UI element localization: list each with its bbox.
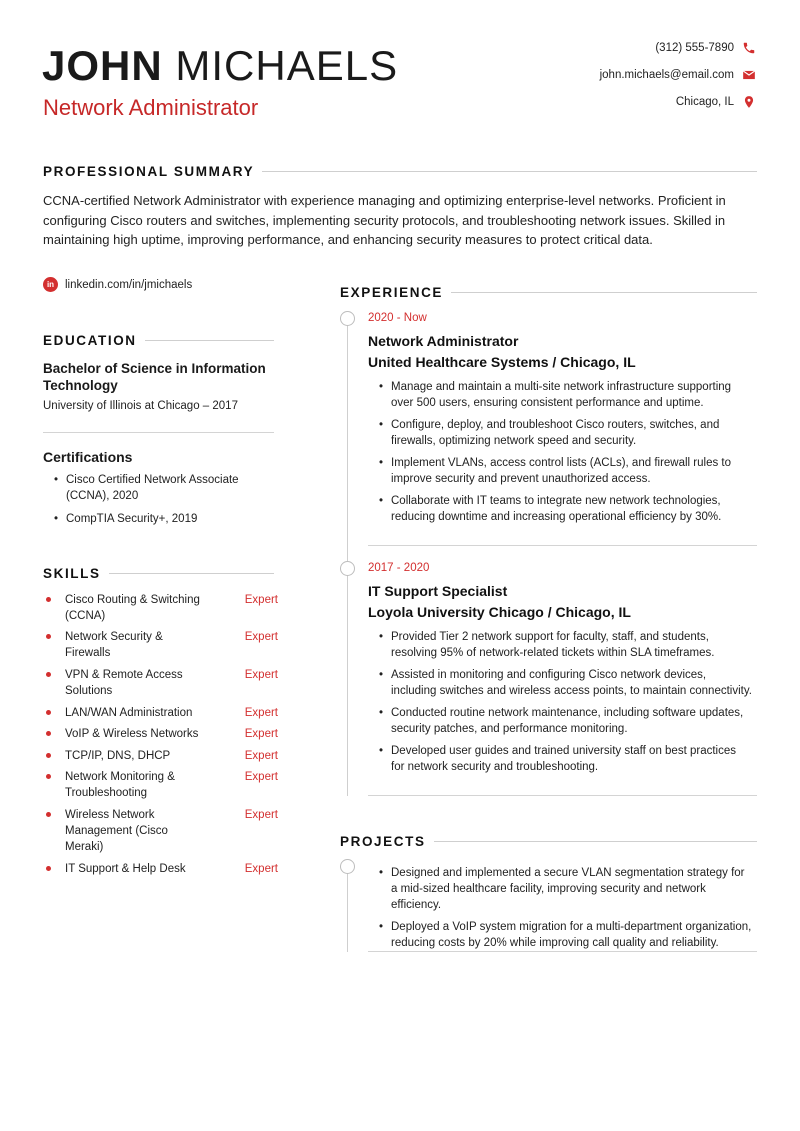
divider bbox=[368, 545, 757, 546]
experience-heading-label: EXPERIENCE bbox=[340, 285, 444, 300]
skill-item bbox=[43, 769, 278, 801]
linkedin-url[interactable]: linkedin.com/in/jmichaels bbox=[65, 278, 193, 291]
contact-email bbox=[600, 68, 756, 82]
job-bullet: • Provided Tier 2 network support for faculty, staff, and students, resolving 95% of network-related tickets within SLA timeframes. bbox=[377, 629, 752, 661]
skill-name: LAN/WAN Administration bbox=[65, 707, 193, 719]
skill-level: Expert bbox=[244, 771, 278, 783]
linkedin-icon: in bbox=[43, 277, 58, 292]
email-text: john.michaels@email.com bbox=[599, 69, 734, 81]
skill-name: Network Security & Firewalls bbox=[65, 631, 163, 659]
contact-phone bbox=[655, 41, 756, 55]
contact-location bbox=[676, 95, 756, 109]
bullet-dot bbox=[46, 672, 51, 677]
skill-name: IT Support & Help Desk bbox=[65, 863, 186, 875]
phone-icon bbox=[742, 41, 756, 55]
skill-level: Expert bbox=[244, 750, 278, 762]
phone-text: (312) 555-7890 bbox=[655, 42, 734, 54]
projects-heading bbox=[340, 834, 757, 849]
divider bbox=[368, 951, 757, 952]
certifications-list bbox=[52, 472, 262, 527]
skill-name: Wireless Network Management (Cisco Meraki) bbox=[65, 809, 168, 853]
skill-name: TCP/IP, DNS, DHCP bbox=[65, 750, 171, 762]
timeline-marker bbox=[340, 311, 355, 326]
skill-item bbox=[43, 629, 278, 661]
skill-item bbox=[43, 807, 278, 855]
last-name: MICHAELS bbox=[175, 42, 399, 89]
summary-heading-label: PROFESSIONAL SUMMARY bbox=[43, 164, 255, 179]
experience-heading bbox=[340, 285, 757, 300]
location-pin-icon bbox=[742, 95, 756, 109]
job-bullet: • Collaborate with IT teams to integrate new network technologies, reducing downtime and increasing operational efficiency by 30%. bbox=[377, 493, 752, 525]
divider bbox=[262, 171, 757, 172]
divider bbox=[145, 340, 274, 341]
timeline-marker bbox=[340, 859, 355, 874]
skill-level: Expert bbox=[244, 728, 278, 740]
bullet-dot bbox=[46, 731, 51, 736]
skill-name: VPN & Remote Access Solutions bbox=[65, 669, 183, 697]
certification-item: • CompTIA Security+, 2019 bbox=[52, 511, 262, 527]
skill-name: VoIP & Wireless Networks bbox=[65, 728, 199, 740]
skill-level: Expert bbox=[244, 863, 278, 875]
job-bullet: • Conducted routine network maintenance, including software updates, security patches, and performance monitoring. bbox=[377, 705, 752, 737]
job-dates: 2017 - 2020 bbox=[368, 562, 430, 574]
timeline-line bbox=[347, 866, 348, 952]
skill-item bbox=[43, 726, 278, 742]
bullet-dot bbox=[46, 866, 51, 871]
certification-item: • Cisco Certified Network Associate (CCNA), 2020 bbox=[52, 472, 262, 504]
bullet-dot bbox=[46, 710, 51, 715]
skills-heading bbox=[43, 566, 274, 581]
job-organization: Loyola University Chicago / Chicago, IL bbox=[368, 604, 631, 620]
timeline-line bbox=[347, 318, 348, 796]
skill-item bbox=[43, 705, 278, 721]
skill-name: Cisco Routing & Switching (CCNA) bbox=[65, 594, 200, 622]
divider bbox=[451, 292, 757, 293]
degree: Bachelor of Science in Information Technology bbox=[43, 361, 266, 393]
skill-name: Network Monitoring & Troubleshooting bbox=[65, 771, 175, 799]
projects-heading-label: PROJECTS bbox=[340, 834, 426, 849]
job-bullet: • Developed user guides and trained university staff on best practices for network security and troubleshooting. bbox=[377, 743, 752, 775]
linkedin-link[interactable] bbox=[43, 277, 192, 292]
email-icon bbox=[742, 68, 756, 82]
job-bullets bbox=[377, 629, 752, 781]
job-dates: 2020 - Now bbox=[368, 312, 427, 324]
divider bbox=[43, 432, 274, 433]
skills-heading-label: SKILLS bbox=[43, 566, 101, 581]
project-bullets bbox=[377, 865, 752, 957]
skill-item bbox=[43, 667, 278, 699]
bullet-dot bbox=[46, 774, 51, 779]
job-bullet: • Configure, deploy, and troubleshoot Cisco routers, switches, and firewalls, optimizing network speed and security. bbox=[377, 417, 752, 449]
job-bullets bbox=[377, 379, 752, 531]
job-organization: United Healthcare Systems / Chicago, IL bbox=[368, 354, 636, 370]
divider bbox=[368, 795, 757, 796]
education-heading-label: EDUCATION bbox=[43, 333, 137, 348]
divider bbox=[434, 841, 757, 842]
timeline-marker bbox=[340, 561, 355, 576]
skill-level: Expert bbox=[244, 669, 278, 681]
bullet-dot bbox=[46, 634, 51, 639]
project-bullet: • Designed and implemented a secure VLAN segmentation strategy for a mid-sized healthcare facility, improving security and network efficiency. bbox=[377, 865, 752, 913]
summary-heading bbox=[43, 164, 757, 179]
divider bbox=[109, 573, 274, 574]
job-role: IT Support Specialist bbox=[368, 583, 508, 599]
candidate-name bbox=[42, 40, 398, 92]
job-bullet: • Manage and maintain a multi-site network infrastructure supporting over 500 users, ensuring consistent performance and uptime. bbox=[377, 379, 752, 411]
skill-level: Expert bbox=[244, 809, 278, 821]
bullet-dot bbox=[46, 812, 51, 817]
skill-item bbox=[43, 592, 278, 624]
summary-text: CCNA-certified Network Administrator with experience managing and optimizing enterprise-level networks. Proficient in configuring Cisco routers and switches, implementing security protocols, and troubleshooting network issues. Skilled in maintaining high uptime, improving performance, and enhancing security measures to protect critical data. bbox=[43, 193, 726, 247]
first-name: JOHN bbox=[42, 42, 163, 89]
bullet-dot bbox=[46, 597, 51, 602]
school: University of Illinois at Chicago – 2017 bbox=[43, 400, 238, 412]
skill-item bbox=[43, 861, 278, 877]
skill-level: Expert bbox=[244, 707, 278, 719]
location-text: Chicago, IL bbox=[675, 96, 734, 108]
bullet-dot bbox=[46, 753, 51, 758]
job-bullet: • Assisted in monitoring and configuring Cisco network devices, including switches and wireless access points, to maintain connectivity. bbox=[377, 667, 752, 699]
job-title: Network Administrator bbox=[43, 95, 259, 120]
project-bullet: • Deployed a VoIP system migration for a multi-department organization, reducing costs by 20% while improving call quality and reliability. bbox=[377, 919, 752, 951]
job-role: Network Administrator bbox=[368, 333, 519, 349]
certifications-heading: Certifications bbox=[43, 449, 133, 465]
skill-level: Expert bbox=[244, 631, 278, 643]
job-bullet: • Implement VLANs, access control lists (ACLs), and firewall rules to improve security and prevent unauthorized access. bbox=[377, 455, 752, 487]
skill-item bbox=[43, 748, 278, 764]
education-heading bbox=[43, 333, 274, 348]
skill-level: Expert bbox=[244, 594, 278, 606]
